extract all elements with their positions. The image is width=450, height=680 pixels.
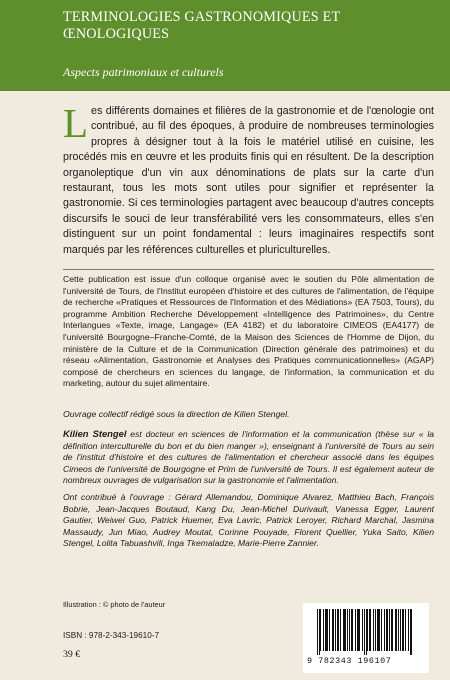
isbn: ISBN : 978-2-343-19610-7 (63, 631, 160, 640)
publication-note: Cette publication est issue d'un colloque organisé avec le soutien du Pôle alimentation de l'université de Tours, de l'Institut européen d'histoire et des cultures de l'alimentation, de l'équipe de recherche «Pratiques et Ressources de l'Information et des Médiations» (EA 7503, Tours), du programme Ambition Recherche Développement «Intelligence des Patrimoines», du Centre Interlangues «Texte, image, Langage» (EA 4182) et du laboratoire CIMEOS (EA4177) de l'université Bourgogne–Franche-Comté, de la Maison des Sciences de l'Homme de Dijon, du ministère de la Culture et de la Communication (Direction générale des patrimoines) et du réseau «Alimentation, Gastronomie et Analyses des Pratiques communicationnelles» (AGAP) composé de chercheurs en sciences du langage, de l'information, la communication et du marketing, autour du sujet alimentaire. (63, 274, 434, 389)
intro-paragraph (63, 100, 434, 258)
author-bio (63, 428, 434, 487)
book-title: TERMINOLOGIES GASTRONOMIQUES ET ŒNOLOGIQUES (63, 9, 341, 42)
barcode-digits: 9 782343 196107 (307, 656, 392, 666)
header-band (0, 0, 450, 91)
contributors-list: Ont contribué à l'ouvrage : Gérard Allemandou, Dominique Alvarez, Matthieu Bach, François Bobrie, Jean-Jacques Boutaud, Kang Du, Jean-Michel Durivault, Vanessa Egger, Laurent Gautier, Weiwei Guo, Patrick Huemer, Eva Lavric, Patrick Leroyer, Richard Marchal, Jasmina Massaudy, Jun Miao, Audrey Moutat, Corinne Pouyade, Florent Quellier, Yuka Saito, Kilien Stengel, Lolita Tabuashvili, Inga Tkemaladze, Marie-Pierre Zannier. (63, 492, 434, 549)
author-bio-text: est docteur en sciences de l'information et la communication (thèse sur « la définition interculturelle du bon et du bien manger »), enseignant à l'université de Tours au sein de l'institut d'histoire et des cultures de l'alimentation et chercheur associé dans les équipes Cimeos de l'université de Bourgogne et Prim de l'université de Tours. Il est également auteur de nombreux ouvrages de vulgarisation sur la gastronomie et l'alimentation. (63, 429, 435, 485)
barcode-bars (317, 609, 417, 655)
editor-credit: Ouvrage collectif rédigé sous la direction de Kilien Stengel. (63, 409, 290, 419)
intro-text: es différents domaines et filières de la gastronomie et de l'œnologie ont contribué, au fil des époques, à produire de nombreuses terminologies propres à désigner tout à la fois le matériel utilisé en cuisine, les procédés mis en œuvre et les produits finis qui en résultent. De la description organoleptique d'un vin aux dénominations de plats sur la carte d'un restaurant, tous les mots sont utiles pour signifier et représenter la gastronomie. Si ces terminologies partagent avec beaucoup d'autres concepts discursifs le souci de leur transférabilité vers les consommateurs, elles s'en distinguent sur un point fondamental : leurs imaginaires respectifs sont marqués par les références culturelles et pluriculturelles. (63, 105, 434, 256)
drop-cap: L (63, 100, 89, 146)
book-subtitle: Aspects patrimoniaux et culturels (63, 65, 224, 79)
author-name: Kilien Stengel (63, 428, 127, 439)
price: 39 € (63, 649, 81, 660)
section-divider (63, 269, 434, 270)
barcode (303, 603, 429, 673)
illustration-credit: Illustration : © photo de l'auteur (63, 600, 166, 609)
